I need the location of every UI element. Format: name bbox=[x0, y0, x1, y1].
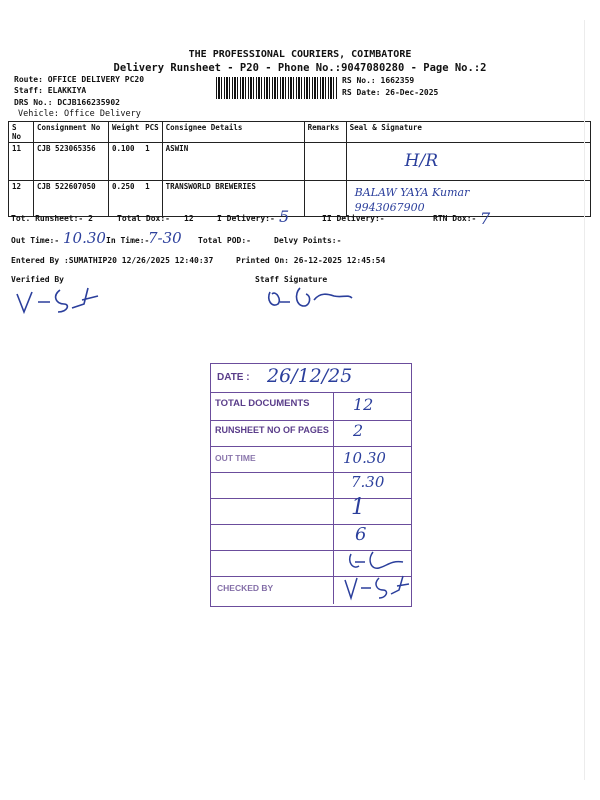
verified-by-label: Verified By bbox=[11, 275, 64, 284]
staff-signature-label: Staff Signature bbox=[255, 275, 328, 284]
stamp-value: 1 bbox=[351, 495, 365, 520]
stamp-label: OUT TIME bbox=[215, 453, 256, 463]
stamp-value: 2 bbox=[353, 421, 364, 440]
total-runsheet: Tot. Runsheet:- 2 bbox=[11, 214, 93, 223]
checked-by-signature bbox=[339, 572, 411, 602]
cell-remarks bbox=[304, 181, 346, 217]
cell-remarks bbox=[304, 143, 346, 181]
cell-pcs: 1 bbox=[142, 181, 162, 217]
seal-signature: BALAW YAYA Kumar 9943067900 bbox=[354, 186, 470, 214]
total-dox-value: 12 bbox=[184, 214, 194, 223]
stamp-label: TOTAL DOCUMENTS bbox=[215, 398, 310, 409]
cell-consignee: TRANSWORLD BREWERIES bbox=[162, 181, 304, 217]
stamp-value: 10.30 bbox=[343, 449, 386, 467]
i-delivery-value: 5 bbox=[279, 207, 290, 226]
seal-signature: H/R bbox=[404, 151, 438, 171]
cell-weight: 0.100 bbox=[109, 143, 143, 181]
rs-number: RS No.: 1662359 bbox=[342, 76, 415, 85]
col-remarks: Remarks bbox=[304, 122, 346, 143]
barcode bbox=[216, 77, 338, 99]
stamp-label: RUNSHEET NO OF PAGES bbox=[215, 425, 329, 435]
cell-consignment: CJB 522607050 bbox=[34, 181, 109, 217]
cell-sno: 12 bbox=[9, 181, 34, 217]
stamp-signature bbox=[343, 548, 409, 574]
cell-sno: 11 bbox=[9, 143, 34, 181]
col-consignee: Consignee Details bbox=[162, 122, 304, 143]
cell-weight: 0.250 bbox=[109, 181, 143, 217]
route-label: Route: OFFICE DELIVERY PC20 bbox=[14, 75, 145, 84]
col-sno: S No bbox=[9, 122, 34, 143]
printed-on: Printed On: 26-12-2025 12:45:54 bbox=[236, 256, 386, 265]
stamp-date-label: DATE : bbox=[217, 372, 250, 383]
entered-by: Entered By :SUMATHIP20 12/26/2025 12:40:37 bbox=[11, 256, 214, 265]
stamp-value: 12 bbox=[353, 395, 374, 414]
company-name: THE PROFESSIONAL COURIERS, COIMBATORE bbox=[188, 49, 412, 60]
in-time-label: In Time:- bbox=[106, 236, 150, 245]
ii-delivery-label: II Delivery:- bbox=[322, 214, 385, 223]
rtn-dox-value: 7 bbox=[480, 209, 491, 228]
verified-signature bbox=[12, 282, 102, 318]
drs-label: DRS No.: DCJB166235902 bbox=[14, 98, 120, 107]
cell-seal bbox=[346, 143, 590, 181]
rs-date: RS Date: 26-Dec-2025 bbox=[342, 88, 439, 97]
runsheet-title: Delivery Runsheet - P20 - Phone No.:9047080280 - Page No.:2 bbox=[113, 62, 487, 74]
rtn-dox-label: RTN Dox:- bbox=[433, 214, 477, 223]
staff-label: Staff: ELAKKIYA bbox=[14, 86, 87, 95]
stamp-date-value: 26/12/25 bbox=[267, 365, 353, 387]
table-row bbox=[9, 143, 591, 181]
cell-pcs: 1 bbox=[142, 143, 162, 181]
col-weight: Weight bbox=[109, 122, 143, 143]
stamp-value: 7.30 bbox=[351, 473, 385, 491]
scan-edge bbox=[584, 20, 585, 780]
cell-seal bbox=[346, 181, 590, 217]
out-time-value: 10.30 bbox=[63, 229, 106, 247]
table-row bbox=[9, 181, 591, 217]
staff-signature bbox=[262, 282, 358, 314]
total-dox-label: Total Dox:- bbox=[117, 214, 170, 223]
total-pod-label: Total POD:- bbox=[198, 236, 251, 245]
out-time-label: Out Time:- bbox=[11, 236, 60, 245]
col-pcs: PCS bbox=[142, 122, 162, 143]
vehicle-label: Vehicle: Office Delivery bbox=[18, 109, 141, 119]
in-time-value: 7-30 bbox=[148, 229, 182, 247]
cell-consignment: CJB 523065356 bbox=[34, 143, 109, 181]
office-stamp bbox=[210, 363, 412, 607]
stamp-checked-by: CHECKED BY bbox=[217, 583, 274, 593]
cell-consignee: ASWIN bbox=[162, 143, 304, 181]
col-seal: Seal & Signature bbox=[346, 122, 590, 143]
consignment-table bbox=[8, 121, 591, 217]
delvy-points-label: Delvy Points:- bbox=[274, 236, 342, 245]
col-consignment: Consignment No bbox=[34, 122, 109, 143]
table-header-row bbox=[9, 122, 591, 143]
i-delivery-label: I Delivery:- bbox=[217, 214, 275, 223]
stamp-value: 6 bbox=[355, 524, 367, 545]
